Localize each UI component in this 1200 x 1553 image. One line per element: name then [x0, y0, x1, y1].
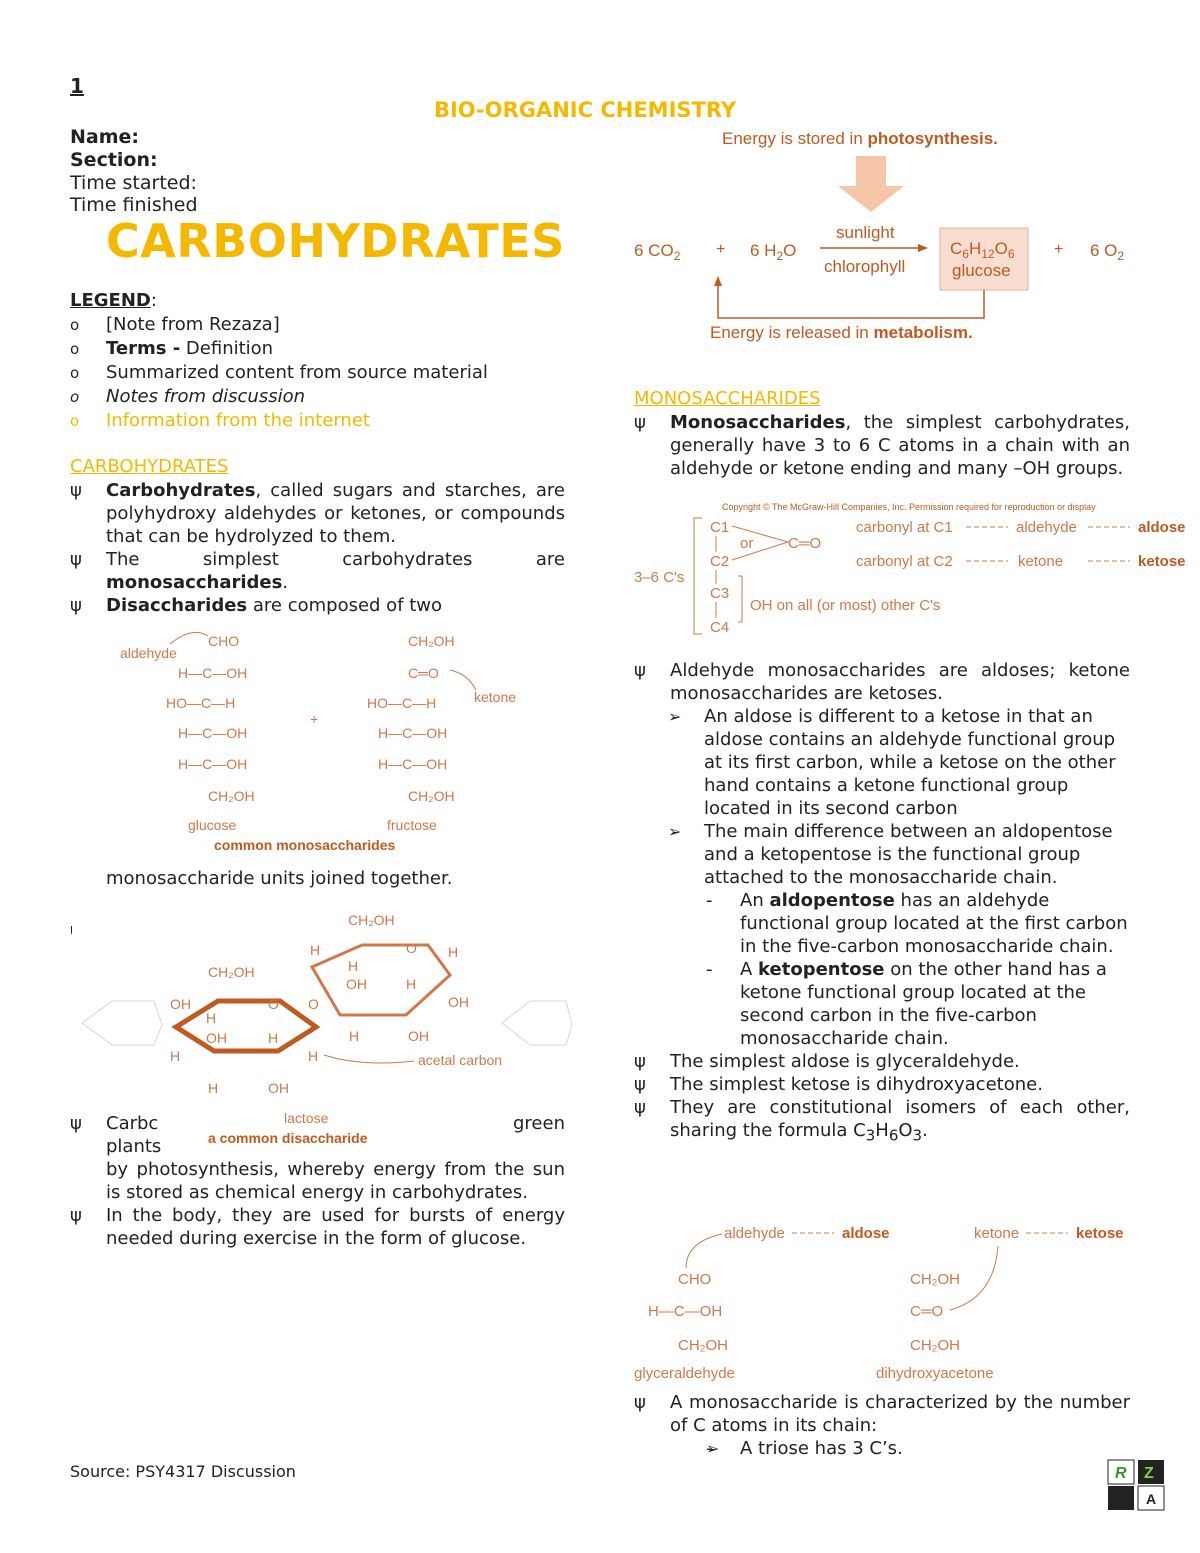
monosaccharides-caption: common monosaccharides — [214, 837, 396, 853]
o2-label: 6 $O_2$ — [1090, 241, 1125, 263]
h2o-label: 6 $H_2O$ — [750, 241, 797, 263]
triose-aldose-label: aldose — [842, 1225, 890, 1242]
svg-text:R: R — [1115, 1465, 1127, 1482]
svg-text:Z: Z — [1144, 1465, 1154, 1482]
bullet-characterized: ψ A monosaccharide is characterized by the number of C atoms in its chain: — [634, 1391, 1130, 1437]
carbohydrates-heading: CARBOHYDRATES — [70, 456, 229, 477]
carbonyl-c1-label: carbonyl at C1 — [856, 519, 953, 536]
legend-item-summary: o Summarized content from source material — [70, 361, 590, 385]
lactose-label: lactose — [284, 1110, 329, 1126]
svg-text:HO—C—H: HO—C—H — [367, 695, 437, 711]
svg-text:H: H — [349, 1028, 360, 1044]
svg-text:CH₂OH: CH₂OH — [208, 788, 255, 804]
bullet-body-energy: ψ In the body, they are used for bursts of energy needed during exercise in the form of glucose. — [70, 1204, 565, 1250]
svg-text:OH: OH — [408, 1028, 429, 1044]
svg-text:or: or — [740, 535, 754, 552]
aldose-result: aldose — [1138, 519, 1186, 536]
legend-item-terms: o Terms - Definition — [70, 337, 590, 361]
bullet-simplest-aldose: ψ The simplest aldose is glyceraldehyde. — [634, 1050, 1130, 1073]
svg-text:CH₂OH: CH₂OH — [208, 964, 255, 980]
svg-text:A: A — [1146, 1491, 1157, 1507]
svg-text:O: O — [268, 996, 279, 1012]
svg-text:H—C—OH: H—C—OH — [378, 756, 448, 772]
name-label: Name: — [70, 126, 140, 148]
glyceraldehyde-label: glyceraldehyde — [634, 1365, 735, 1382]
bullet-isomers: ψ They are constitutional isomers of each other, sharing the formula $C_3H_6O_3$. — [634, 1096, 1130, 1148]
svg-text:H: H — [406, 976, 417, 992]
aldehyde-label: aldehyde — [120, 645, 177, 661]
acetal-carbon-label: acetal carbon — [418, 1052, 503, 1068]
bullet-simplest: ψ The simplest carbohydrates are monosaccharides. — [70, 548, 565, 594]
bullet-monosaccharides: ψ Monosaccharides, the simplest carbohydrates, generally have 3 to 6 C atoms in a chain with an aldehyde or ketone ending and many –OH groups. — [634, 411, 1130, 480]
legend-item-discussion: o Notes from discussion — [70, 385, 590, 409]
bullet-aldoses-ketoses: ψ Aldehyde monosaccharides are aldoses; ketone monosaccharides are ketoses. — [634, 659, 1130, 705]
svg-text:HO—C—H: HO—C—H — [166, 695, 236, 711]
triose-aldehyde-label: aldehyde — [724, 1225, 785, 1242]
svg-text:CH₂OH: CH₂OH — [408, 633, 455, 649]
legend-item-internet: o Information from the internet — [70, 409, 590, 433]
monosaccharides-heading: MONOSACCHARIDES — [634, 388, 821, 409]
energy-released-label: Energy is released in metabolism. — [710, 323, 973, 342]
glucose-product-label: glucose — [952, 261, 1011, 280]
svg-text:OH: OH — [346, 976, 367, 992]
svg-text:OH: OH — [268, 1080, 289, 1096]
svg-text:H: H — [268, 1030, 279, 1046]
svg-text:H: H — [448, 944, 459, 960]
bullet-carbohydrates-formed: ψ Carbc green plants by photosynthesis, whereby energy from the sun is stored as chemical energy in carbohydrates. ψ In the body, they are used for bursts of energy needed during exercise in the form of glucose. — [70, 1112, 565, 1250]
svg-text:H—C—OH: H—C—OH — [378, 725, 448, 741]
carbohydrates-bullets — [70, 479, 565, 617]
bullet-carbohydrates: ψ Carbohydrates, called sugars and starches, are polyhydroxy aldehydes or ketones, or compounds that can be hydrolyzed to them. — [70, 479, 565, 548]
svg-text:OH: OH — [170, 996, 191, 1012]
bullet-simplest-ketose: ψ The simplest ketose is dihydroxyacetone. — [634, 1073, 1130, 1096]
aldehyde-result: aldehyde — [1016, 519, 1077, 536]
aldose-ketose-bullets — [634, 659, 1130, 1148]
section-label: Section: — [70, 149, 158, 171]
svg-text:C3: C3 — [710, 585, 730, 602]
svg-text:H: H — [308, 1048, 319, 1064]
energy-stored-label: Energy is stored in photosynthesis. — [722, 129, 998, 148]
source-footer: Source: PSY4317 Discussion — [70, 1462, 296, 1481]
svg-text:H: H — [348, 958, 359, 974]
subpoint-triose: - ➢ A triose has 3 C’s. — [634, 1437, 1130, 1460]
svg-text:C═O: C═O — [408, 665, 439, 681]
subpoint-aldopentose-vs-ketopentose: ➢ The main difference between an aldopentose and a ketopentose is the functional group attached to the monosaccharide chain. — [634, 820, 1130, 889]
ketone-arrow — [450, 670, 476, 690]
carbonyl-figure — [632, 500, 1192, 640]
main-title: CARBOHYDRATES — [106, 214, 565, 268]
down-arrow — [838, 156, 904, 212]
time-started-label: Time started: — [70, 172, 197, 194]
carbonyl-c2-label: carbonyl at C2 — [856, 553, 953, 570]
svg-text:OH: OH — [206, 1030, 227, 1046]
fructose-label: fructose — [387, 817, 437, 833]
bullet-disaccharides: ψ Disaccharides are composed of two — [70, 594, 565, 617]
svg-text:CHO: CHO — [678, 1271, 712, 1288]
svg-text:H: H — [170, 1048, 181, 1064]
svg-text:H—C—OH: H—C—OH — [178, 665, 248, 681]
time-finished-label: Time finished — [70, 194, 198, 216]
svg-text:+: + — [1054, 241, 1064, 258]
svg-text:CH₂OH: CH₂OH — [910, 1337, 960, 1354]
svg-text:C6H12O6: $C_6H_{12}O_6$ — [950, 239, 1015, 261]
disaccharides-continuation: monosaccharide units joined together. — [106, 868, 453, 889]
aldehyde-arrow — [170, 632, 208, 644]
svg-text:H: H — [310, 942, 321, 958]
svg-text:CHO: CHO — [208, 633, 240, 649]
svg-text:C1: C1 — [710, 519, 730, 536]
dash-aldopentose: - An aldopentose has an aldehyde functional group located at the first carbon in the five-carbon monosaccharide chain. — [634, 889, 1130, 958]
svg-text:O: O — [308, 996, 319, 1012]
svg-text:OH: OH — [448, 994, 469, 1010]
glucose-label: glucose — [188, 817, 237, 833]
svg-text:H—C—OH: H—C—OH — [178, 756, 248, 772]
svg-text:O: O — [406, 940, 417, 956]
chain-length-bullets — [634, 1391, 1130, 1460]
ketone-result: ketone — [1018, 553, 1064, 570]
co2-label: 6 $CO_2$ — [634, 241, 681, 263]
triose-ketone-label: ketone — [974, 1225, 1020, 1242]
svg-text:CH₂OH: CH₂OH — [910, 1271, 960, 1288]
svg-text:CH₂OH: CH₂OH — [408, 788, 455, 804]
subpoint-aldose-vs-ketose: ➢ An aldose is different to a ketose in that an aldose contains an aldehyde functional group at its first carbon, while a ketose on the other hand contains a ketone functional group located in its second carbon — [634, 705, 1130, 820]
svg-text:C═O: C═O — [788, 535, 822, 552]
dihydroxyacetone-label: dihydroxyacetone — [876, 1365, 994, 1382]
page-number: 1 — [70, 74, 84, 98]
lactose-caption: a common disaccharide — [208, 1130, 368, 1146]
svg-text:H: H — [208, 1080, 219, 1096]
monosaccharides-figure — [112, 620, 532, 860]
triose-ketose-label: ketose — [1076, 1225, 1124, 1242]
svg-text:H—C—OH: H—C—OH — [648, 1303, 723, 1320]
legend-title: LEGEND: — [70, 290, 157, 311]
sunlight-label: sunlight — [836, 223, 895, 242]
legend-item-note: o [Note from Rezaza] — [70, 313, 590, 337]
legend-list — [70, 313, 590, 433]
oh-label: OH on all (or most) other C's — [750, 597, 941, 614]
svg-text:+: + — [310, 711, 319, 727]
svg-text:C2: C2 — [710, 553, 730, 570]
ketone-label: ketone — [474, 689, 517, 705]
rza-logo-icon — [1106, 1458, 1166, 1512]
svg-text:+: + — [716, 241, 726, 258]
svg-text:H: H — [206, 1010, 217, 1026]
photosynthesis-figure — [628, 124, 1138, 350]
svg-text:H—C—OH: H—C—OH — [178, 725, 248, 741]
svg-text:CH₂OH: CH₂OH — [348, 912, 395, 928]
document-title: BIO-ORGANIC CHEMISTRY — [433, 98, 737, 122]
svg-text:CH₂OH: CH₂OH — [678, 1337, 728, 1354]
dash-ketopentose: - A ketopentose on the other hand has a ketone functional group located at the second carbon in the five-carbon monosaccharide chain. — [634, 958, 1130, 1050]
trioses-figure — [632, 1218, 1132, 1384]
ketose-result: ketose — [1138, 553, 1186, 570]
svg-text:C4: C4 — [710, 619, 730, 636]
svg-text:C═O: C═O — [910, 1303, 944, 1320]
copyright-notice: Copyright © The McGraw-Hill Companies, Inc. Permission required for reproduction or display — [722, 502, 1096, 512]
carbon-range-label: 3–6 C's — [634, 569, 685, 586]
chlorophyll-label: chlorophyll — [824, 257, 906, 276]
